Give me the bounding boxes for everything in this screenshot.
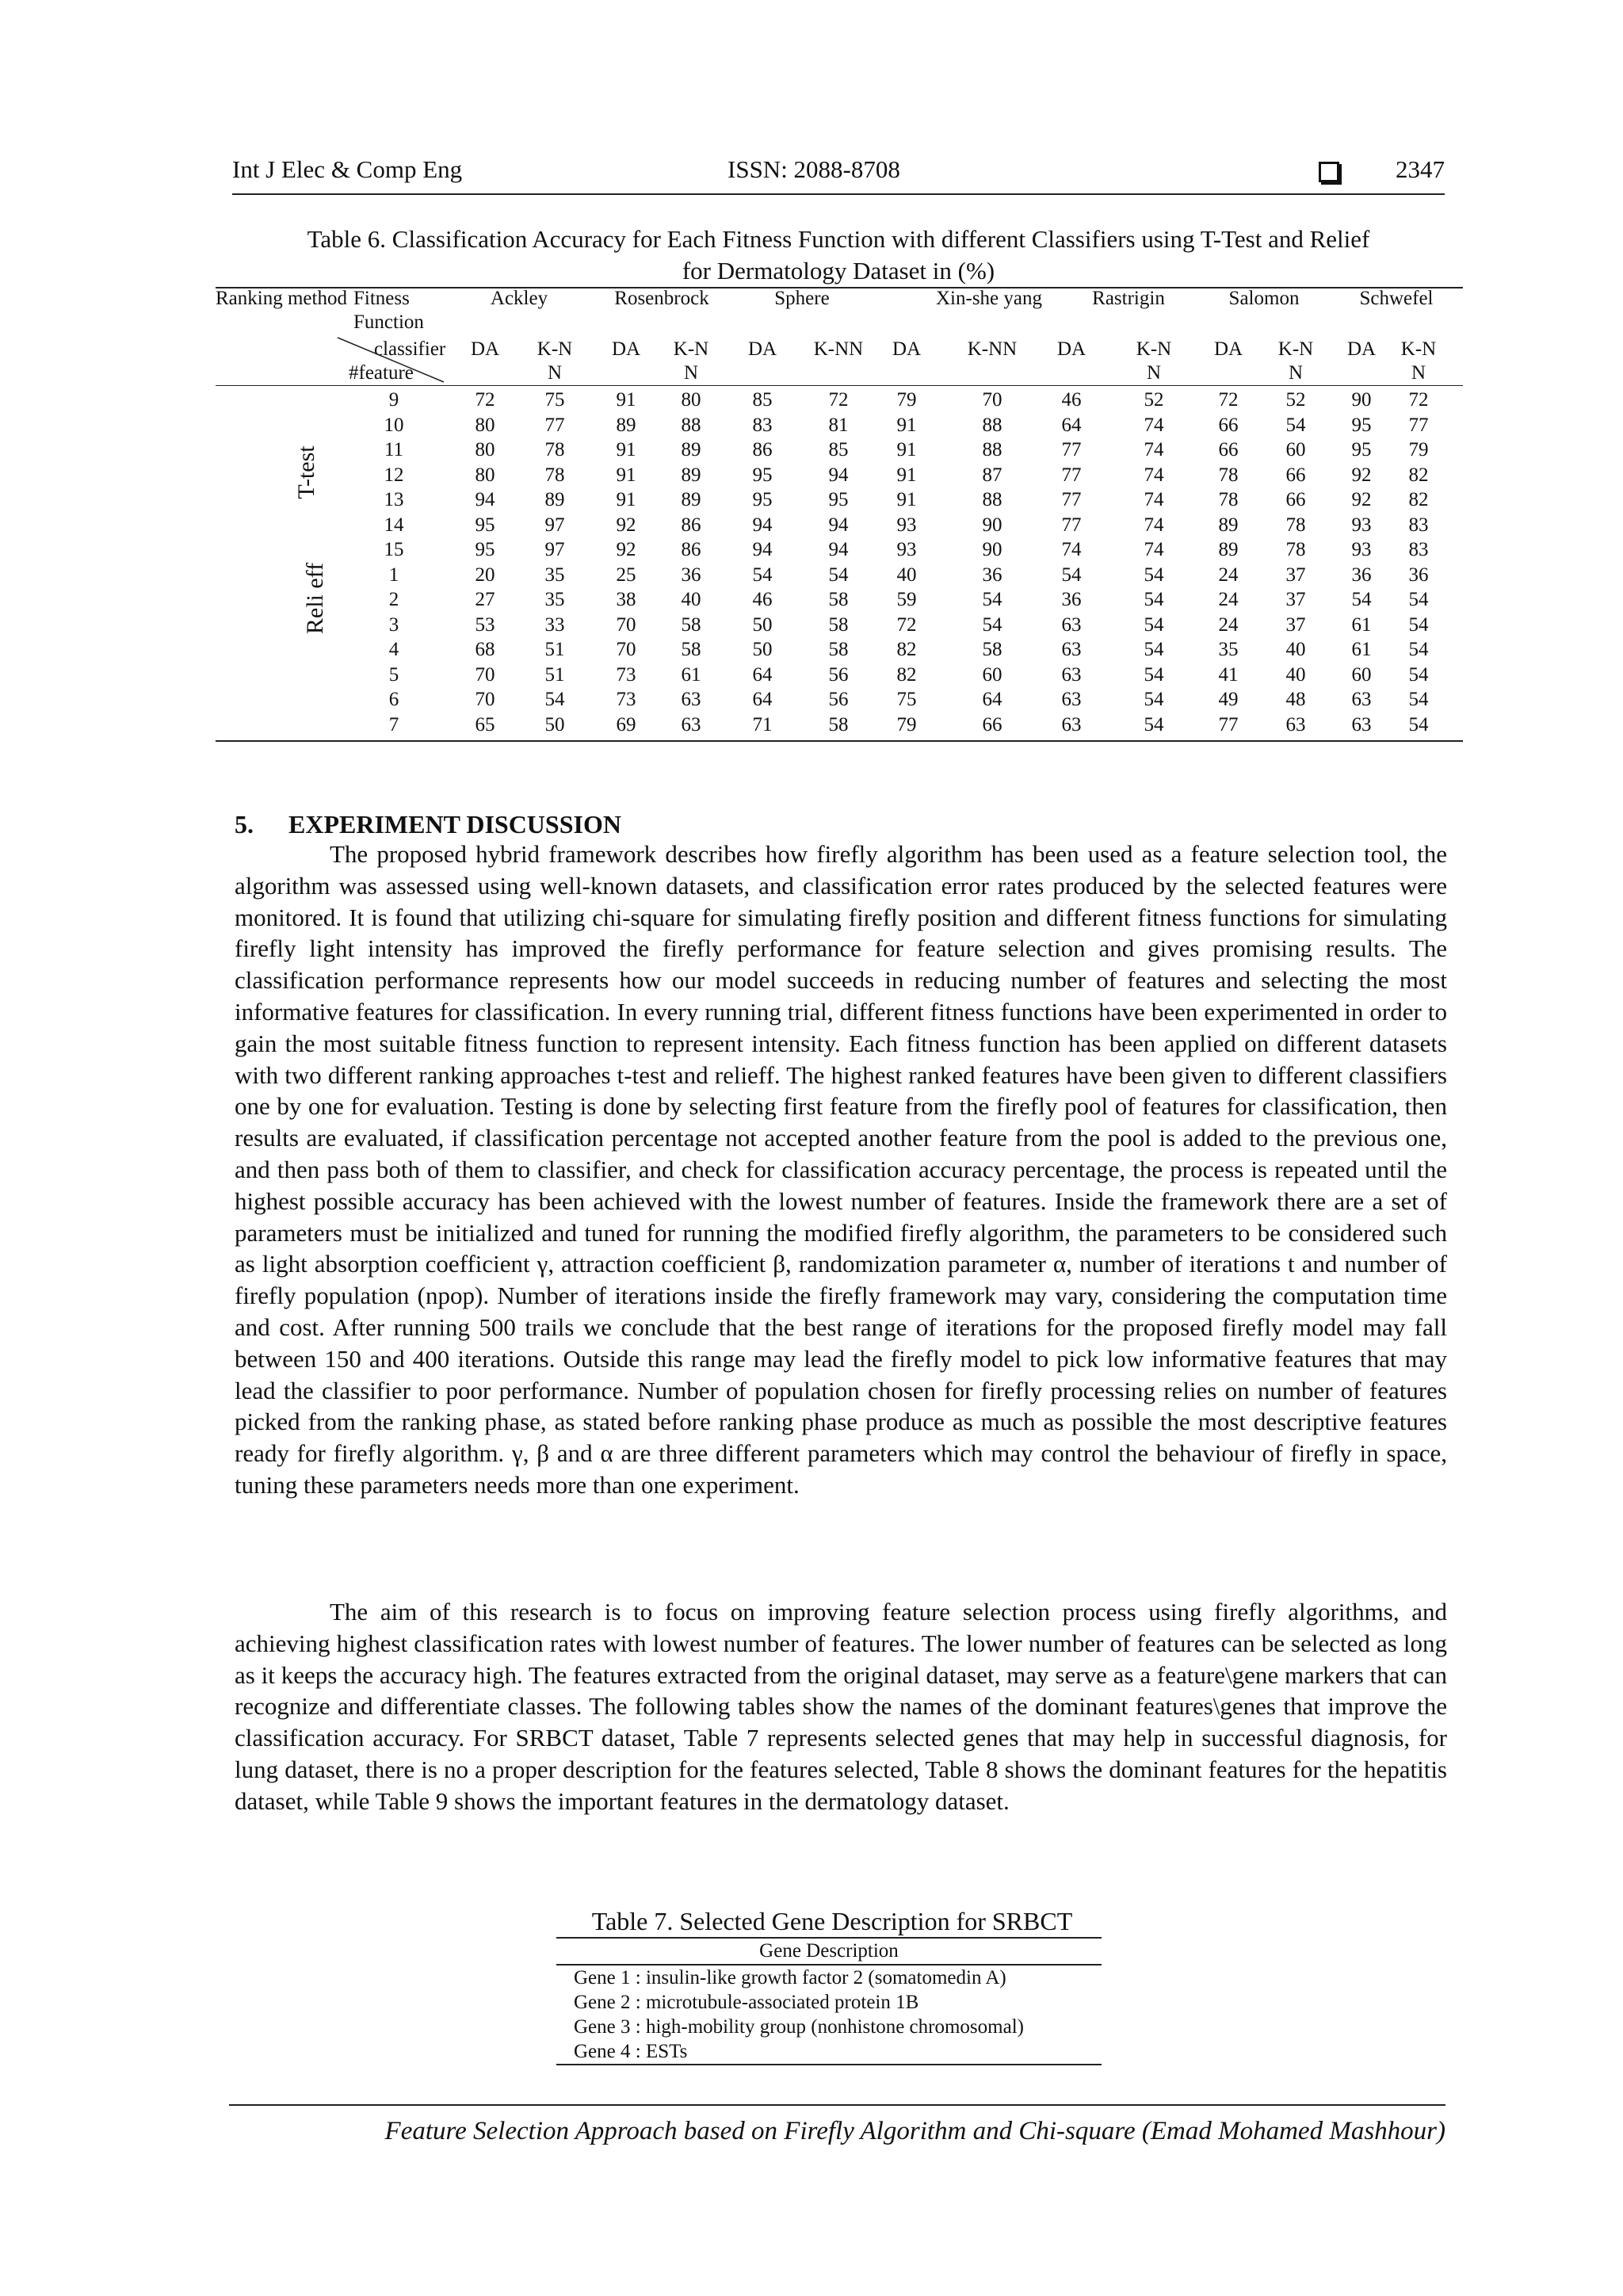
accuracy-cell: 73	[616, 663, 636, 686]
accuracy-cell: 35	[544, 563, 565, 586]
feature-count-cell: 9	[388, 389, 399, 411]
accuracy-cell: 50	[752, 613, 773, 636]
accuracy-cell: 78	[1218, 489, 1239, 510]
accuracy-cell: 74	[1144, 514, 1164, 536]
classifier-sub-header: K-NN	[1400, 338, 1437, 384]
accuracy-cell: 56	[828, 663, 849, 686]
accuracy-cell: 58	[828, 589, 849, 610]
accuracy-cell: 52	[1285, 389, 1306, 411]
accuracy-cell: 50	[752, 639, 773, 660]
accuracy-cell: 95	[752, 489, 773, 510]
accuracy-cell: 78	[544, 439, 565, 460]
accuracy-cell: 79	[896, 389, 917, 411]
accuracy-cell: 69	[616, 713, 636, 735]
classifier-header: classifier	[374, 338, 446, 360]
page-header	[232, 155, 1445, 195]
accuracy-cell: 59	[896, 589, 917, 610]
accuracy-cell: 54	[544, 689, 565, 710]
accuracy-cell: 92	[616, 539, 636, 560]
table7-row: Gene 4 : ESTs	[574, 2041, 688, 2062]
accuracy-cell: 78	[1218, 464, 1239, 486]
accuracy-cell: 64	[752, 689, 773, 710]
accuracy-cell: 63	[1061, 663, 1082, 686]
accuracy-cell: 87	[982, 464, 1002, 486]
feature-count-cell: 1	[388, 563, 399, 586]
section-heading	[235, 810, 621, 839]
feature-count-cell: 2	[388, 589, 399, 610]
accuracy-cell: 64	[752, 663, 773, 686]
accuracy-cell: 66	[1218, 439, 1239, 460]
accuracy-cell: 75	[896, 689, 917, 710]
accuracy-cell: 89	[681, 489, 701, 510]
accuracy-cell: 41	[1218, 663, 1239, 686]
checkbox-square-icon	[1319, 162, 1339, 182]
accuracy-cell: 89	[1218, 539, 1239, 560]
classifier-sub-header: K-NN	[813, 338, 864, 360]
accuracy-cell: 24	[1218, 589, 1239, 610]
accuracy-cell: 24	[1218, 613, 1239, 636]
accuracy-cell: 85	[828, 439, 849, 460]
accuracy-cell: 37	[1285, 589, 1306, 610]
accuracy-cell: 61	[681, 663, 701, 686]
accuracy-cell: 91	[896, 489, 917, 510]
accuracy-cell: 54	[982, 589, 1002, 610]
table6-caption	[230, 223, 1447, 287]
accuracy-cell: 72	[896, 613, 917, 636]
accuracy-cell: 54	[1144, 613, 1164, 636]
feature-count-cell: 13	[384, 489, 404, 510]
accuracy-cell: 72	[1218, 389, 1239, 411]
accuracy-cell: 66	[982, 713, 1002, 735]
accuracy-cell: 61	[1351, 613, 1372, 636]
relief-group-label: Reli eff	[302, 562, 328, 635]
table7-row: Gene 3 : high-mobility group (nonhistone chromosomal)	[574, 2016, 1024, 2038]
accuracy-cell: 60	[982, 663, 1002, 686]
accuracy-cell: 95	[1351, 414, 1372, 436]
accuracy-cell: 74	[1144, 464, 1164, 486]
accuracy-cell: 37	[1285, 563, 1306, 586]
accuracy-cell: 70	[616, 639, 636, 660]
accuracy-cell: 91	[616, 464, 636, 486]
accuracy-cell: 95	[475, 539, 495, 560]
feature-count-cell: 10	[384, 414, 404, 436]
classifier-sub-header: K-NN	[673, 338, 709, 384]
diagonal-divider	[333, 334, 452, 385]
accuracy-cell: 80	[475, 439, 495, 460]
accuracy-cell: 54	[1351, 589, 1372, 610]
accuracy-cell: 80	[475, 464, 495, 486]
accuracy-cell: 78	[1285, 514, 1306, 536]
paragraph-1	[235, 839, 1447, 1501]
accuracy-cell: 77	[1408, 414, 1429, 436]
feature-count-cell: 11	[384, 439, 404, 460]
accuracy-cell: 25	[616, 563, 636, 586]
accuracy-cell: 80	[475, 414, 495, 436]
classifier-sub-header: DA	[747, 338, 777, 360]
table7-row: Gene 2 : microtubule-associated protein 1B	[574, 1992, 919, 2013]
accuracy-cell: 80	[681, 389, 701, 411]
accuracy-cell: 95	[475, 514, 495, 536]
accuracy-cell: 51	[544, 663, 565, 686]
accuracy-cell: 36	[681, 563, 701, 586]
accuracy-cell: 54	[1408, 589, 1429, 610]
table6-caption-line1: Table 6. Classification Accuracy for Each Fitness Function with different Classifiers using T-Test and Relief	[307, 225, 1370, 253]
table6-bottom-rule	[216, 740, 1463, 742]
ttest-group-label: T-test	[293, 445, 319, 499]
accuracy-cell: 89	[544, 489, 565, 510]
accuracy-cell: 58	[681, 639, 701, 660]
accuracy-cell: 63	[1061, 613, 1082, 636]
accuracy-cell: 52	[1144, 389, 1164, 411]
accuracy-cell: 40	[1285, 663, 1306, 686]
accuracy-cell: 94	[475, 489, 495, 510]
paragraph-2-text: The aim of this research is to focus on improving feature selection process using firefly algorithms, and achieving highest classification rates with lowest number of features. The lower number of features can be selected as long as it keeps the accuracy high. The features extracted from the original dataset, may serve as a feature\gene markers that can recognize and differentiate classes. The following tables show the names of the dominant features\genes that improve the classification accuracy. For SRBCT dataset, Table 7 represents selected genes that may help in successful diagnosis, for lung dataset, there is no a proper description for the features selected, Table 8 shows the dominant features for the hepatitis dataset, while Table 9 shows the important features in the dermatology dataset.	[235, 1598, 1447, 1815]
accuracy-cell: 66	[1285, 489, 1306, 510]
feature-count-cell: 3	[388, 613, 399, 636]
accuracy-cell: 92	[1351, 489, 1372, 510]
classifier-sub-header: DA	[1213, 338, 1243, 360]
accuracy-cell: 54	[1144, 563, 1164, 586]
accuracy-cell: 48	[1285, 689, 1306, 710]
accuracy-cell: 49	[1218, 689, 1239, 710]
classifier-sub-header: DA	[611, 338, 641, 360]
accuracy-cell: 54	[1144, 639, 1164, 660]
accuracy-cell: 89	[681, 464, 701, 486]
accuracy-cell: 35	[544, 589, 565, 610]
accuracy-cell: 53	[475, 613, 495, 636]
accuracy-cell: 38	[616, 589, 636, 610]
classifier-sub-header: K-NN	[1277, 338, 1314, 384]
accuracy-cell: 78	[1285, 539, 1306, 560]
accuracy-cell: 90	[982, 539, 1002, 560]
accuracy-cell: 77	[1061, 464, 1082, 486]
accuracy-cell: 54	[1285, 414, 1306, 436]
accuracy-cell: 93	[1351, 514, 1372, 536]
fitness-function-name: Rosenbrock	[614, 288, 709, 309]
accuracy-cell: 93	[1351, 539, 1372, 560]
accuracy-cell: 60	[1285, 439, 1306, 460]
accuracy-cell: 40	[1285, 639, 1306, 660]
accuracy-cell: 78	[544, 464, 565, 486]
accuracy-cell: 89	[616, 414, 636, 436]
accuracy-cell: 82	[1408, 489, 1429, 510]
accuracy-cell: 54	[1144, 713, 1164, 735]
fitness-function-name: Salomon	[1228, 288, 1300, 309]
accuracy-cell: 33	[544, 613, 565, 636]
accuracy-cell: 74	[1061, 539, 1082, 560]
accuracy-cell: 77	[1218, 713, 1239, 735]
accuracy-cell: 91	[616, 389, 636, 411]
page-number: 2347	[1396, 155, 1445, 183]
fitness-function-header: Fitness Function	[353, 288, 424, 333]
accuracy-cell: 54	[1144, 663, 1164, 686]
accuracy-cell: 36	[1408, 563, 1429, 586]
accuracy-cell: 74	[1144, 414, 1164, 436]
accuracy-cell: 70	[982, 389, 1002, 411]
classifier-sub-header: DA	[470, 338, 500, 360]
feature-header: #feature	[349, 362, 414, 384]
accuracy-cell: 54	[1144, 689, 1164, 710]
accuracy-cell: 83	[1408, 539, 1429, 560]
accuracy-cell: 95	[1351, 439, 1372, 460]
feature-count-cell: 6	[388, 689, 399, 710]
accuracy-cell: 60	[1351, 663, 1372, 686]
accuracy-cell: 63	[1351, 713, 1372, 735]
accuracy-cell: 70	[616, 613, 636, 636]
accuracy-cell: 86	[681, 539, 701, 560]
accuracy-cell: 88	[982, 489, 1002, 510]
feature-count-cell: 4	[388, 639, 399, 660]
accuracy-cell: 70	[475, 663, 495, 686]
accuracy-cell: 54	[1408, 689, 1429, 710]
accuracy-cell: 74	[1144, 439, 1164, 460]
feature-count-cell: 15	[384, 539, 404, 560]
classifier-sub-header: K-NN	[537, 338, 573, 384]
accuracy-cell: 37	[1285, 613, 1306, 636]
accuracy-cell: 66	[1285, 464, 1306, 486]
accuracy-cell: 36	[1351, 563, 1372, 586]
accuracy-cell: 77	[1061, 439, 1082, 460]
accuracy-cell: 72	[1408, 389, 1429, 411]
accuracy-cell: 20	[475, 563, 495, 586]
accuracy-cell: 40	[896, 563, 917, 586]
accuracy-cell: 58	[828, 613, 849, 636]
accuracy-cell: 63	[681, 689, 701, 710]
classifier-sub-header: DA	[892, 338, 922, 360]
accuracy-cell: 54	[1061, 563, 1082, 586]
accuracy-cell: 88	[982, 414, 1002, 436]
accuracy-cell: 77	[1061, 514, 1082, 536]
table7-bottom-rule	[556, 2064, 1102, 2065]
accuracy-cell: 71	[752, 713, 773, 735]
accuracy-cell: 63	[1061, 713, 1082, 735]
accuracy-cell: 58	[828, 639, 849, 660]
classifier-sub-header: DA	[1346, 338, 1377, 360]
accuracy-cell: 86	[681, 514, 701, 536]
table7-row: Gene 1 : insulin-like growth factor 2 (somatomedin A)	[574, 1967, 1006, 1988]
accuracy-cell: 77	[1061, 489, 1082, 510]
accuracy-cell: 54	[1408, 613, 1429, 636]
accuracy-cell: 90	[1351, 389, 1372, 411]
classifier-sub-header: DA	[1056, 338, 1086, 360]
accuracy-cell: 36	[1061, 589, 1082, 610]
section-number: 5.	[235, 810, 254, 839]
table7-header: Gene Description	[556, 1937, 1102, 1966]
accuracy-cell: 68	[475, 639, 495, 660]
accuracy-cell: 97	[544, 514, 565, 536]
accuracy-cell: 35	[1218, 639, 1239, 660]
accuracy-cell: 58	[982, 639, 1002, 660]
fitness-function-name: Sphere	[774, 288, 830, 309]
accuracy-cell: 54	[752, 563, 773, 586]
accuracy-cell: 82	[896, 663, 917, 686]
accuracy-cell: 92	[616, 514, 636, 536]
accuracy-cell: 79	[896, 713, 917, 735]
accuracy-cell: 93	[896, 539, 917, 560]
accuracy-cell: 91	[616, 439, 636, 460]
accuracy-cell: 93	[896, 514, 917, 536]
accuracy-cell: 95	[828, 489, 849, 510]
accuracy-cell: 83	[752, 414, 773, 436]
accuracy-cell: 75	[544, 389, 565, 411]
accuracy-cell: 46	[1061, 389, 1082, 411]
accuracy-cell: 89	[1218, 514, 1239, 536]
table6-caption-line2: for Dermatology Dataset in (%)	[682, 257, 995, 285]
accuracy-cell: 85	[752, 389, 773, 411]
accuracy-cell: 81	[828, 414, 849, 436]
accuracy-cell: 94	[752, 539, 773, 560]
accuracy-cell: 94	[828, 539, 849, 560]
accuracy-cell: 91	[616, 489, 636, 510]
feature-count-cell: 14	[384, 514, 404, 536]
accuracy-cell: 64	[982, 689, 1002, 710]
accuracy-cell: 74	[1144, 539, 1164, 560]
journal-name: Int J Elec & Comp Eng	[232, 155, 463, 183]
accuracy-cell: 97	[544, 539, 565, 560]
accuracy-cell: 54	[1144, 589, 1164, 610]
classifier-sub-header: K-NN	[1136, 338, 1172, 384]
accuracy-cell: 90	[982, 514, 1002, 536]
accuracy-cell: 77	[544, 414, 565, 436]
accuracy-cell: 51	[544, 639, 565, 660]
accuracy-cell: 58	[681, 613, 701, 636]
fitness-function-name: Schwefel	[1359, 288, 1434, 309]
accuracy-cell: 91	[896, 414, 917, 436]
accuracy-cell: 95	[752, 464, 773, 486]
accuracy-cell: 94	[828, 464, 849, 486]
accuracy-cell: 63	[1285, 713, 1306, 735]
section-title: EXPERIMENT DISCUSSION	[288, 810, 621, 839]
accuracy-cell: 65	[475, 713, 495, 735]
accuracy-cell: 63	[1351, 689, 1372, 710]
accuracy-cell: 94	[828, 514, 849, 536]
accuracy-cell: 46	[752, 589, 773, 610]
accuracy-cell: 74	[1144, 489, 1164, 510]
accuracy-cell: 63	[1061, 689, 1082, 710]
table7-caption: Table 7. Selected Gene Description for SRBCT	[591, 1907, 1073, 1935]
fitness-function-name: Ackley	[490, 288, 548, 309]
fitness-function-name: Rastrigin	[1092, 288, 1165, 309]
fitness-function-name: Xin-she yang	[936, 288, 1042, 309]
accuracy-cell: 70	[475, 689, 495, 710]
feature-count-cell: 12	[384, 464, 404, 486]
accuracy-cell: 86	[752, 439, 773, 460]
accuracy-cell: 36	[982, 563, 1002, 586]
feature-count-cell: 5	[388, 663, 399, 686]
accuracy-cell: 88	[982, 439, 1002, 460]
accuracy-cell: 82	[896, 639, 917, 660]
accuracy-cell: 61	[1351, 639, 1372, 660]
accuracy-cell: 40	[681, 589, 701, 610]
accuracy-cell: 92	[1351, 464, 1372, 486]
accuracy-cell: 66	[1218, 414, 1239, 436]
page-footer: Feature Selection Approach based on Firefly Algorithm and Chi-square (Emad Mohamed Mashhour)	[229, 2104, 1445, 2146]
paragraph-1-text: The proposed hybrid framework describes how firefly algorithm has been used as a feature selection tool, the algorithm was assessed using well-known datasets, and classification error rates produced by the selected features were monitored. It is found that utilizing chi-square for simulating firefly position and different fitness functions for simulating firefly light intensity has improved the firefly performance for feature selection and gives promising results. The classification performance represents how our model succeeds in reducing number of features and selecting the most informative features for classification. In every running trial, different fitness functions have been experimented in order to gain the most suitable fitness function to represent intensity. Each fitness function has been applied on different datasets with two different ranking approaches t-test and relieff. The highest ranked features have been given to different classifiers one by one for evaluation. Testing is done by selecting first feature from the firefly pool of features for classification, then results are evaluated, if classification percentage not accepted another feature from the pool is added to the previous one, and then pass both of them to classifier, and check for classification accuracy percentage, the process is repeated until the highest possible accuracy has been achieved with the lowest number of features. Inside the framework there are a set of parameters must be initialized and tuned for running the modified firefly algorithm, the parameters to be considered such as light absorption coefficient γ, attraction coefficient β, randomization parameter α, number of iterations t and number of firefly population (npop). Number of iterations inside the firefly framework may vary, considering the computation time and cost. After running 500 trails we conclude that the best range of iterations for the proposed firefly model may fall between 150 and 400 iterations. Outside this range may lead the firefly model to pick low informative features that may lead the classifier to poor performance. Number of population chosen for firefly processing relies on number of features picked from the ranking phase, as stated before ranking phase produce as much as possible the most descriptive features ready for firefly algorithm. γ, β and α are three different parameters which may control the behaviour of firefly in space, tuning these parameters needs more than one experiment.	[235, 840, 1447, 1499]
accuracy-cell: 54	[828, 563, 849, 586]
accuracy-cell: 89	[681, 439, 701, 460]
accuracy-cell: 54	[1408, 663, 1429, 686]
accuracy-cell: 63	[1061, 639, 1082, 660]
accuracy-cell: 94	[752, 514, 773, 536]
table7	[556, 1937, 1102, 2065]
accuracy-cell: 27	[475, 589, 495, 610]
accuracy-cell: 54	[1408, 639, 1429, 660]
accuracy-cell: 73	[616, 689, 636, 710]
accuracy-cell: 83	[1408, 514, 1429, 536]
accuracy-cell: 63	[681, 713, 701, 735]
accuracy-cell: 91	[896, 439, 917, 460]
feature-count-cell: 7	[388, 713, 399, 735]
table6	[216, 287, 1463, 742]
accuracy-cell: 54	[1408, 713, 1429, 735]
issn: ISSN: 2088-8708	[727, 155, 900, 183]
accuracy-cell: 50	[544, 713, 565, 735]
accuracy-cell: 72	[828, 389, 849, 411]
accuracy-cell: 58	[828, 713, 849, 735]
accuracy-cell: 91	[896, 464, 917, 486]
ranking-method-header: Ranking method	[216, 288, 347, 309]
accuracy-cell: 79	[1408, 439, 1429, 460]
accuracy-cell: 64	[1061, 414, 1082, 436]
accuracy-cell: 72	[475, 389, 495, 411]
accuracy-cell: 88	[681, 414, 701, 436]
accuracy-cell: 56	[828, 689, 849, 710]
classifier-sub-header: K-NN	[967, 338, 1018, 360]
accuracy-cell: 54	[982, 613, 1002, 636]
table6-header-rule	[216, 385, 1463, 386]
accuracy-cell: 24	[1218, 563, 1239, 586]
accuracy-cell: 82	[1408, 464, 1429, 486]
paragraph-2	[235, 1596, 1447, 1817]
